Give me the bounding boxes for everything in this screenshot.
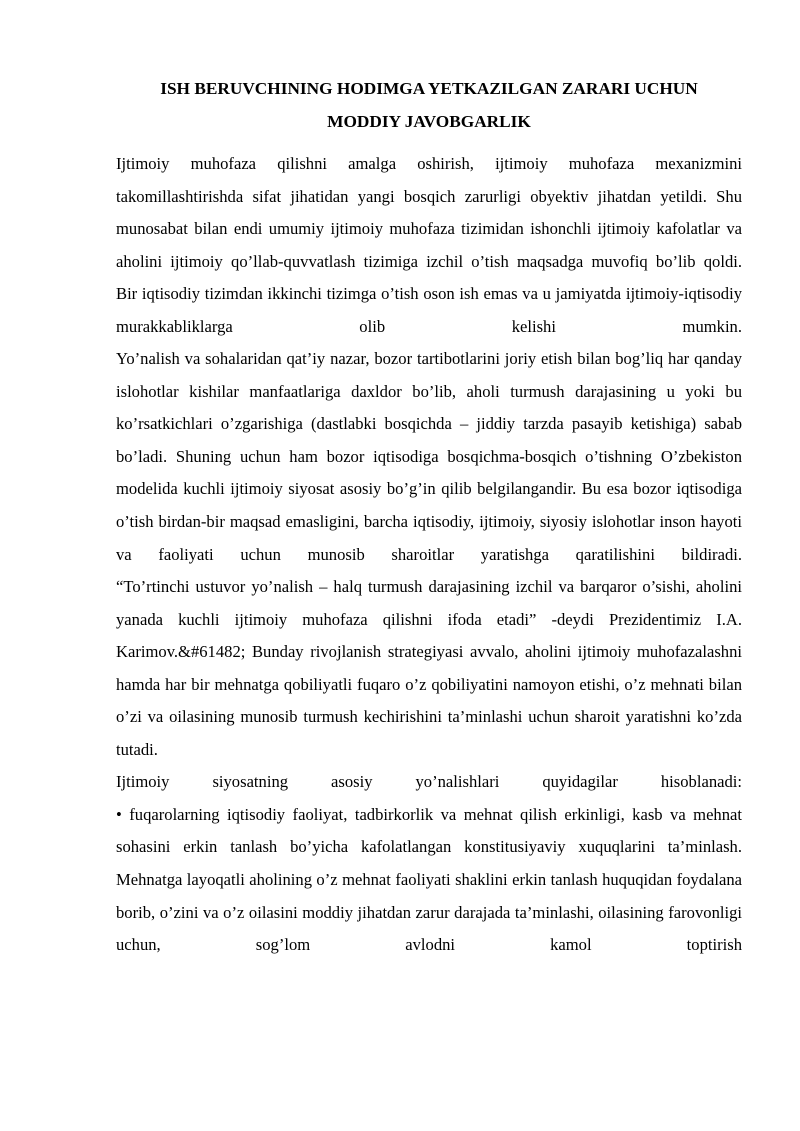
document-page [116,72,742,962]
paragraph: Ijtimoiy muhofaza qilishni amalga oshirish, ijtimoiy muhofaza mexanizmini takomillashtirishda sifat jihatidan yangi bosqich zarurligi obyektiv jihatdan yetildi. Shu munosabat bilan endi umumiy ijtimoiy muhofaza tizimidan ishonchli ijtimoiy kafolatlar va aholini ijtimoiy qo’llab-quvvatlash tizimiga izchil o’tish maqsadga muvofiq bo’lib qoldi. [116,154,742,271]
document-title [116,72,742,138]
document-body [116,148,742,962]
paragraph: Yo’nalish va sohalaridan qat’iy nazar, bozor tartibotlarini joriy etish bilan bog’liq har qanday islohotlar kishilar manfaatlariga daxldor bo’lib, aholi turmush darajasining u yoki bu ko’rsatkichlari o’zgarishiga (dastlabki bosqichda – jiddiy tarzda pasayib ketishiga) sabab bo’ladi. Shuning uchun ham bozor iqtisodiga bosqichma-bosqich o’tishning O’zbekiston modelida kuchli ijtimoiy siyosat asosiy bo’g’in qilib belgilangandir. Bu esa bozor iqtisodiga o’tish birdan-bir maqsad emasligini, barcha iqtisodiy, ijtimoiy, siyosiy islohotlar inson hayoti va faoliyati uchun munosib sharoitlar yaratishga qaratilishini bildiradi. [116,349,742,564]
paragraph: “To’rtinchi ustuvor yo’nalish – halq turmush darajasining izchil va barqaror o’sishi, aholini yanada kuchli ijtimoiy muhofaza qilishni ifoda etadi” -deydi Prezidentimiz I.A. Karimov.&#61482; Bunday rivojlanish strategiyasi avvalo, aholini ijtimoiy muhofazalashni hamda har bir mehnatga qobiliyatli fuqaro o’z qobiliyatini namoyon etishi, o’z mehnati bilan o’zi va oilasining munosib turmush kechirishini ta’minlashi uchun sharoit yaratishni ko’zda tutadi. [116,577,742,759]
title-line-1: ISH BERUVCHINING HODIMGA YETKAZILGAN ZARARI UCHUN [160,79,698,98]
paragraph: • fuqarolarning iqtisodiy faoliyat, tadbirkorlik va mehnat qilish erkinligi, kasb va mehnat sohasini erkin tanlash bo’yicha kafolatlangan konstitusiyaviy xuquqlarini ta’minlash. Mehnatga layoqatli aholining o’z mehnat faoliyati shaklini erkin tanlash huquqidan foydalana borib, o’zini va o’z oilasini moddiy jihatdan zarur darajada ta’minlashi, oilasining farovonligi uchun, sog’lom avlodni kamol toptirish [116,804,742,955]
paragraph: Bir iqtisodiy tizimdan ikkinchi tizimga o’tish oson ish emas va u jamiyatda ijtimoiy-iqtisodiy murakkabliklarga olib kelishi mumkin. [116,284,742,336]
paragraph: Ijtimoiy siyosatning asosiy yo’nalishlari quyidagilar hisoblanadi: [116,772,742,792]
title-line-2: MODDIY JAVOBGARLIK [327,112,531,131]
